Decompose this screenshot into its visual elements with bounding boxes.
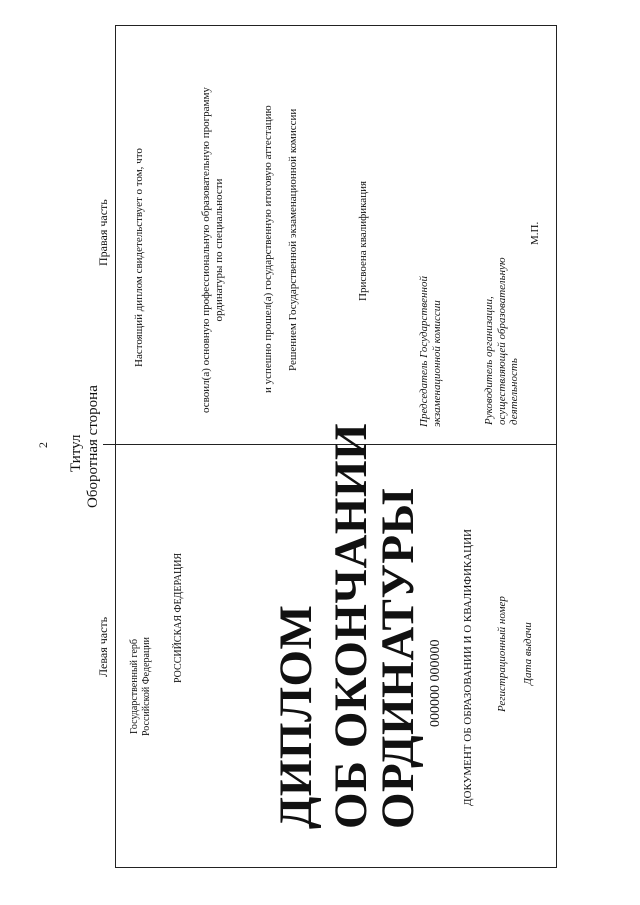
organization-head-label: [483, 257, 521, 425]
diploma-heading-line-1: ДИПЛОМ: [270, 604, 322, 829]
page-number: 2: [36, 442, 50, 448]
page-title: Титул: [68, 434, 84, 472]
registration-number-label: Регистрационный номер: [496, 596, 508, 712]
commission-chair-line-1: Председатель Государственной: [418, 276, 430, 427]
fold-tick: [103, 444, 115, 445]
mastered-program-line-1: освоил(а) основную профессиональную образовательную программу: [200, 87, 212, 413]
commission-chair-label: [418, 276, 443, 427]
coat-of-arms-line-1: Государственный герб: [129, 638, 140, 735]
left-part-label: Левая часть: [96, 616, 110, 677]
commission-decision-text: Решением Государственной экзаменационной комиссии: [287, 108, 299, 371]
diploma-heading-line-2: ОБ ОКОНЧАНИИ: [325, 422, 377, 829]
page-subtitle: Оборотная сторона: [85, 385, 101, 508]
qualification-text: Присвоена квалификация: [357, 180, 369, 301]
country-name: РОССИЙСКАЯ ФЕДЕРАЦИЯ: [173, 552, 184, 683]
serial-number: 000000 000000: [428, 639, 443, 727]
organization-head-line-3: деятельность: [508, 358, 521, 425]
document-type: ДОКУМЕНТ ОБ ОБРАЗОВАНИИ И О КВАЛИФИКАЦИИ: [462, 528, 474, 806]
stamp-place-label: М.П.: [529, 221, 541, 245]
organization-head-line-2: осуществляющей образовательную: [495, 257, 508, 425]
diploma-heading-line-3: ОРДИНАТУРЫ: [372, 487, 424, 829]
mastered-program-line-2: ординатуры по специальности: [212, 178, 225, 322]
commission-chair-line-2: экзаменационной комиссии: [430, 300, 443, 427]
organization-head-line-1: Руководитель организации,: [483, 296, 495, 425]
coat-of-arms-line-2: Российской Федерации: [140, 636, 152, 736]
mastered-program-text: [200, 87, 225, 413]
right-part-label: Правая часть: [96, 199, 110, 266]
certifies-text: Настоящий диплом свидетельствует о том, что: [133, 148, 145, 367]
issue-date-label: Дата выдачи: [522, 622, 534, 685]
passed-attestation-text: и успешно прошел(а) государственную итоговую аттестацию: [262, 105, 274, 393]
coat-of-arms-caption: [129, 637, 152, 736]
